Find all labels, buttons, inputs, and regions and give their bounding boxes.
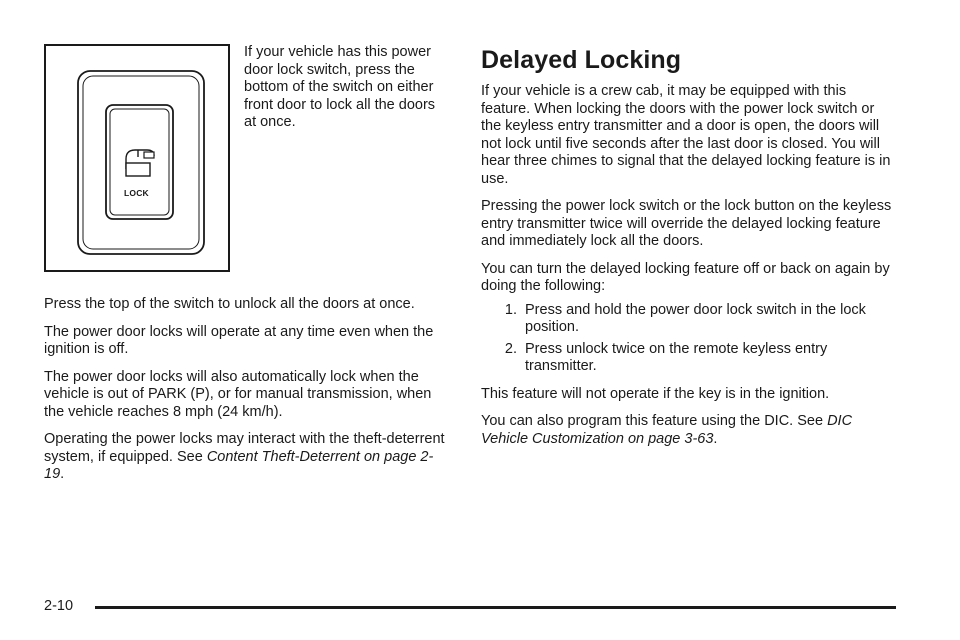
theft-deterrent-paragraph xyxy=(44,431,446,484)
step-number: 1. xyxy=(504,301,517,318)
crew-cab-paragraph: If your vehicle is a crew cab, it may be equipped with this feature. When locking the doors with the power lock switch or the keyless entry transmitter and a door is open, the doors will not lock until five seconds after the last door is closed. You will hear three chimes to signal that the delayed locking feature is in use. xyxy=(481,83,891,187)
dic-paragraph xyxy=(481,413,896,448)
theft-deterrent-reference: Content Theft-Deterrent on page 2-19 xyxy=(44,448,434,482)
unlock-paragraph: Press the top of the switch to unlock all the doors at once. xyxy=(44,296,415,312)
list-item xyxy=(481,302,896,337)
left-column xyxy=(44,44,446,484)
right-column xyxy=(481,44,896,448)
step-text: Press and hold the power door lock switch in the lock position. xyxy=(525,301,866,335)
lock-label: LOCK xyxy=(124,188,149,198)
dic-reference: DIC Vehicle Customization on page 3-63 xyxy=(481,413,853,447)
list-item xyxy=(481,341,896,376)
figure-caption: If your vehicle has this power door lock switch, press the bottom of the switch on either front door to lock all the doors at once. xyxy=(244,44,436,130)
page-number: 2-10 xyxy=(44,598,74,614)
period: . xyxy=(60,466,65,482)
steps-list xyxy=(481,302,896,376)
turn-off-paragraph: You can turn the delayed locking feature off or back on again by doing the following: xyxy=(481,260,890,294)
auto-lock-paragraph: The power door locks will also automatically lock when the vehicle is out of PARK (P), or for manual transmission, when the vehicle reaches 8 mph (24 km/h). xyxy=(44,368,432,420)
door-lock-switch-icon xyxy=(46,46,228,270)
door-lock-switch-illustration xyxy=(44,44,230,272)
step-text: Press unlock twice on the remote keyless entry transmitter. xyxy=(525,340,828,374)
theft-deterrent-text: Operating the power locks may interact with the theft-deterrent system, if equipped. See xyxy=(44,431,445,465)
step-number: 2. xyxy=(504,340,517,357)
page-footer xyxy=(44,596,896,616)
section-heading: Delayed Locking xyxy=(481,46,682,74)
ignition-note-paragraph: This feature will not operate if the key is in the ignition. xyxy=(481,385,830,402)
period: . xyxy=(713,430,718,447)
footer-rule xyxy=(95,606,896,609)
ignition-paragraph: The power door locks will operate at any time even when the ignition is off. xyxy=(44,323,434,357)
dic-text: You can also program this feature using the DIC. See xyxy=(481,413,828,429)
override-paragraph: Pressing the power lock switch or the lock button on the keyless entry transmitter twice will override the delayed locking feature and immediately lock all the doors. xyxy=(481,198,892,249)
figure-block xyxy=(44,44,446,272)
